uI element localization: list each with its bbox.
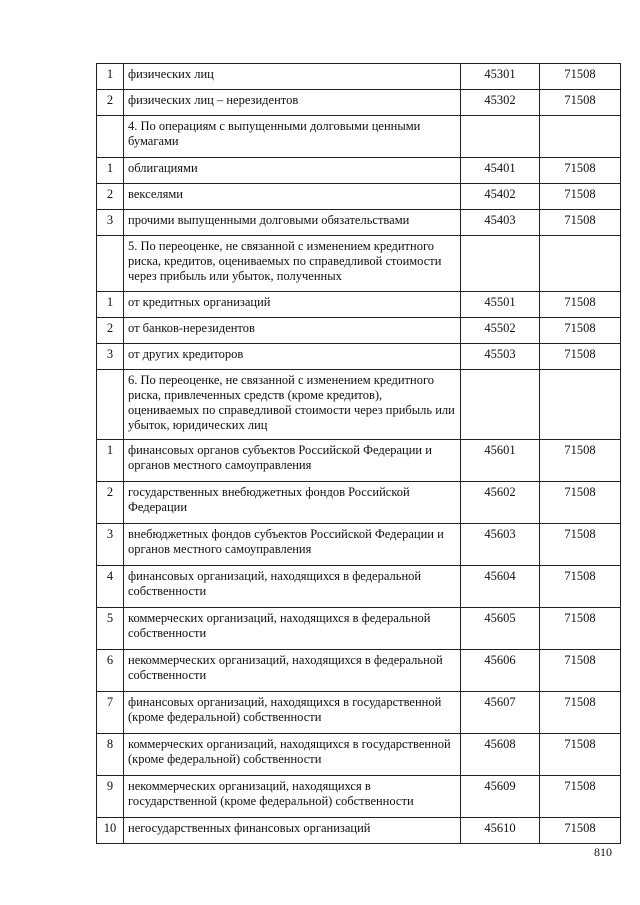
target-account-cell: 71508 <box>540 344 621 370</box>
table-row <box>97 734 621 776</box>
row-number-cell: 2 <box>97 482 124 524</box>
table-row <box>97 90 621 116</box>
table-row <box>97 158 621 184</box>
account-code-cell: 45607 <box>461 692 540 734</box>
row-number-cell: 6 <box>97 650 124 692</box>
target-account-cell: 71508 <box>540 210 621 236</box>
row-number-cell: 8 <box>97 734 124 776</box>
row-number-cell: 7 <box>97 692 124 734</box>
account-code-cell <box>461 370 540 440</box>
row-number-cell: 3 <box>97 524 124 566</box>
row-number-cell: 2 <box>97 184 124 210</box>
account-code-cell: 45601 <box>461 440 540 482</box>
account-name-cell: государственных внебюджетных фондов Российской Федерации <box>124 482 461 524</box>
target-account-cell: 71508 <box>540 608 621 650</box>
target-account-cell <box>540 236 621 292</box>
account-name-cell: векселями <box>124 184 461 210</box>
account-code-cell: 45602 <box>461 482 540 524</box>
table-row <box>97 524 621 566</box>
account-name-cell: некоммерческих организаций, находящихся в государственной (кроме федеральной) собственности <box>124 776 461 818</box>
row-number-cell: 1 <box>97 158 124 184</box>
table-row <box>97 292 621 318</box>
account-code-cell: 45403 <box>461 210 540 236</box>
account-name-cell: коммерческих организаций, находящихся в федеральной собственности <box>124 608 461 650</box>
target-account-cell: 71508 <box>540 158 621 184</box>
table-row <box>97 184 621 210</box>
row-number-cell: 3 <box>97 210 124 236</box>
account-code-cell: 45605 <box>461 608 540 650</box>
account-name-cell: облигациями <box>124 158 461 184</box>
row-number-cell: 3 <box>97 344 124 370</box>
table-row <box>97 692 621 734</box>
target-account-cell: 71508 <box>540 292 621 318</box>
row-number-cell: 2 <box>97 318 124 344</box>
account-name-cell: некоммерческих организаций, находящихся в федеральной собственности <box>124 650 461 692</box>
account-code-cell: 45501 <box>461 292 540 318</box>
accounts-table-body <box>97 64 621 844</box>
table-row <box>97 210 621 236</box>
target-account-cell <box>540 370 621 440</box>
account-code-cell: 45604 <box>461 566 540 608</box>
table-row <box>97 64 621 90</box>
account-name-cell: 5. По переоценке, не связанной с изменением кредитного риска, кредитов, оцениваемых по справедливой стоимости через прибыль или убыток, полученных <box>124 236 461 292</box>
account-name-cell: от кредитных организаций <box>124 292 461 318</box>
account-code-cell: 45608 <box>461 734 540 776</box>
target-account-cell: 71508 <box>540 90 621 116</box>
target-account-cell: 71508 <box>540 818 621 844</box>
row-number-cell: 10 <box>97 818 124 844</box>
table-row <box>97 566 621 608</box>
account-code-cell: 45610 <box>461 818 540 844</box>
target-account-cell: 71508 <box>540 440 621 482</box>
row-number-cell <box>97 116 124 158</box>
target-account-cell <box>540 116 621 158</box>
account-code-cell <box>461 116 540 158</box>
account-code-cell: 45401 <box>461 158 540 184</box>
account-name-cell: от других кредиторов <box>124 344 461 370</box>
row-number-cell: 4 <box>97 566 124 608</box>
account-code-cell: 45402 <box>461 184 540 210</box>
table-row <box>97 776 621 818</box>
account-name-cell: финансовых органов субъектов Российской Федерации и органов местного самоуправления <box>124 440 461 482</box>
table-row <box>97 318 621 344</box>
account-code-cell: 45609 <box>461 776 540 818</box>
target-account-cell: 71508 <box>540 318 621 344</box>
account-name-cell: физических лиц <box>124 64 461 90</box>
section-header-row <box>97 370 621 440</box>
target-account-cell: 71508 <box>540 482 621 524</box>
account-code-cell: 45603 <box>461 524 540 566</box>
section-header-row <box>97 116 621 158</box>
account-code-cell: 45502 <box>461 318 540 344</box>
target-account-cell: 71508 <box>540 566 621 608</box>
account-code-cell: 45606 <box>461 650 540 692</box>
account-name-cell: прочими выпущенными долговыми обязательствами <box>124 210 461 236</box>
account-code-cell: 45302 <box>461 90 540 116</box>
account-name-cell: коммерческих организаций, находящихся в государственной (кроме федеральной) собственности <box>124 734 461 776</box>
account-name-cell: 4. По операциям с выпущенными долговыми ценными бумагами <box>124 116 461 158</box>
target-account-cell: 71508 <box>540 64 621 90</box>
target-account-cell: 71508 <box>540 734 621 776</box>
account-name-cell: финансовых организаций, находящихся в государственной (кроме федеральной) собственности <box>124 692 461 734</box>
account-name-cell: 6. По переоценке, не связанной с изменением кредитного риска, привлеченных средств (кроме кредитов), оцениваемых по справедливой стоимости через прибыль или убыток, юридических лиц <box>124 370 461 440</box>
target-account-cell: 71508 <box>540 184 621 210</box>
row-number-cell <box>97 370 124 440</box>
row-number-cell: 5 <box>97 608 124 650</box>
section-header-row <box>97 236 621 292</box>
table-row <box>97 650 621 692</box>
target-account-cell: 71508 <box>540 524 621 566</box>
account-name-cell: внебюджетных фондов субъектов Российской Федерации и органов местного самоуправления <box>124 524 461 566</box>
page-number: 810 <box>594 845 612 859</box>
table-row <box>97 608 621 650</box>
account-name-cell: финансовых организаций, находящихся в федеральной собственности <box>124 566 461 608</box>
row-number-cell: 2 <box>97 90 124 116</box>
account-code-cell <box>461 236 540 292</box>
row-number-cell: 1 <box>97 292 124 318</box>
target-account-cell: 71508 <box>540 650 621 692</box>
account-code-cell: 45503 <box>461 344 540 370</box>
account-code-cell: 45301 <box>461 64 540 90</box>
row-number-cell: 1 <box>97 64 124 90</box>
row-number-cell <box>97 236 124 292</box>
table-row <box>97 818 621 844</box>
target-account-cell: 71508 <box>540 776 621 818</box>
account-name-cell: физических лиц – нерезидентов <box>124 90 461 116</box>
row-number-cell: 9 <box>97 776 124 818</box>
accounts-table <box>96 63 621 844</box>
table-row <box>97 482 621 524</box>
account-name-cell: от банков-нерезидентов <box>124 318 461 344</box>
target-account-cell: 71508 <box>540 692 621 734</box>
account-name-cell: негосударственных финансовых организаций <box>124 818 461 844</box>
table-row <box>97 344 621 370</box>
row-number-cell: 1 <box>97 440 124 482</box>
table-row <box>97 440 621 482</box>
